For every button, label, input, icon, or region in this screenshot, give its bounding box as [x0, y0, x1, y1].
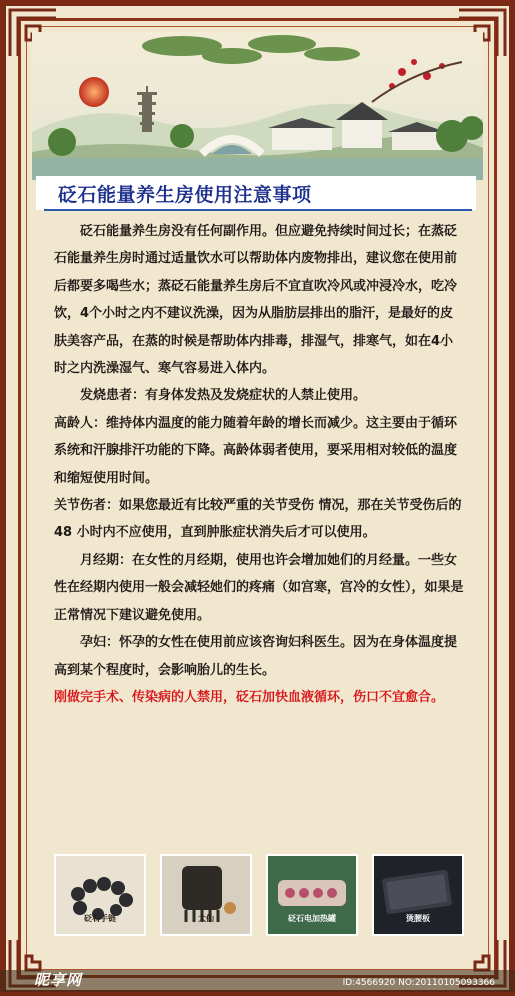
title-underline: [44, 209, 472, 211]
product-photo-bracelet: [54, 854, 146, 936]
product-photo-heating-pot: [266, 854, 358, 936]
warning-text: 刚做完手术、传染病的人禁用，砭石加快血液循环，伤口不宜愈合。: [54, 689, 445, 705]
watermark-id: ID:4566920 NO:20110105093366: [342, 978, 495, 988]
product-photos: [54, 854, 464, 936]
paragraph-elderly: 高龄人：维持体内温度的能力随着年龄的增长而减少。这主要由于循环系统和汗腺排汗功能的下降。高龄体弱者使用，要采用相对较低的温度和缩短使用时间。: [54, 415, 458, 486]
photo-caption: 烫腰板: [406, 914, 430, 923]
paragraph-fever: 发烧患者：有身体发热及发烧症状的人禁止使用。: [80, 388, 367, 404]
photo-caption: 大仙: [198, 914, 214, 923]
paragraph-intro: 砭石能量养生房没有任何副作用。但应避免持续时间过长；在蒸砭石能量养生房时通过适量饮水可以帮助体内废物排出，建议您在使用前后都要多喝些水；蒸砭石能量养生房后不宜直吹冷风或冲浸冷水，吃冷饮，4个小时之内不建议洗澡，因为从脂肪层排出的脂汗，是最好的皮肤美容产品，在蒸的时候是帮助体内排毒，排湿气，排寒气，如在4小时之内洗澡湿气、寒气容易进入体内。: [54, 224, 458, 377]
paragraph-pregnancy: 孕妇：怀孕的女性在使用前应该咨询妇科医生。因为在身体温度提高到某个程度时，会影响胎儿的生长。: [54, 635, 458, 678]
product-photo-waist-board: [372, 854, 464, 936]
page-title: 砭石能量养生房使用注意事项: [58, 184, 312, 206]
landscape-illustration: [32, 32, 483, 180]
notice-body: [54, 218, 466, 711]
product-photo-comb: [160, 854, 252, 936]
watermark-logo: 昵享网: [34, 971, 83, 989]
photo-caption: 砭石手链: [84, 914, 116, 923]
photo-caption: 砭石电加热罐: [288, 914, 336, 923]
paragraph-joint-injury: 关节伤者：如果您最近有比较严重的关节受伤 情况，那在关节受伤后的 48 小时内不应使用，直到肿胀症状消失后才可以使用。: [54, 498, 462, 541]
paragraph-menstruation: 月经期：在女性的月经期，使用也许会增加她们的月经量。一些女性在经期内使用一般会减轻她们的疼痛（如宫寒，宫冷的女性），如果是正常情况下建议避免使用。: [54, 552, 464, 623]
